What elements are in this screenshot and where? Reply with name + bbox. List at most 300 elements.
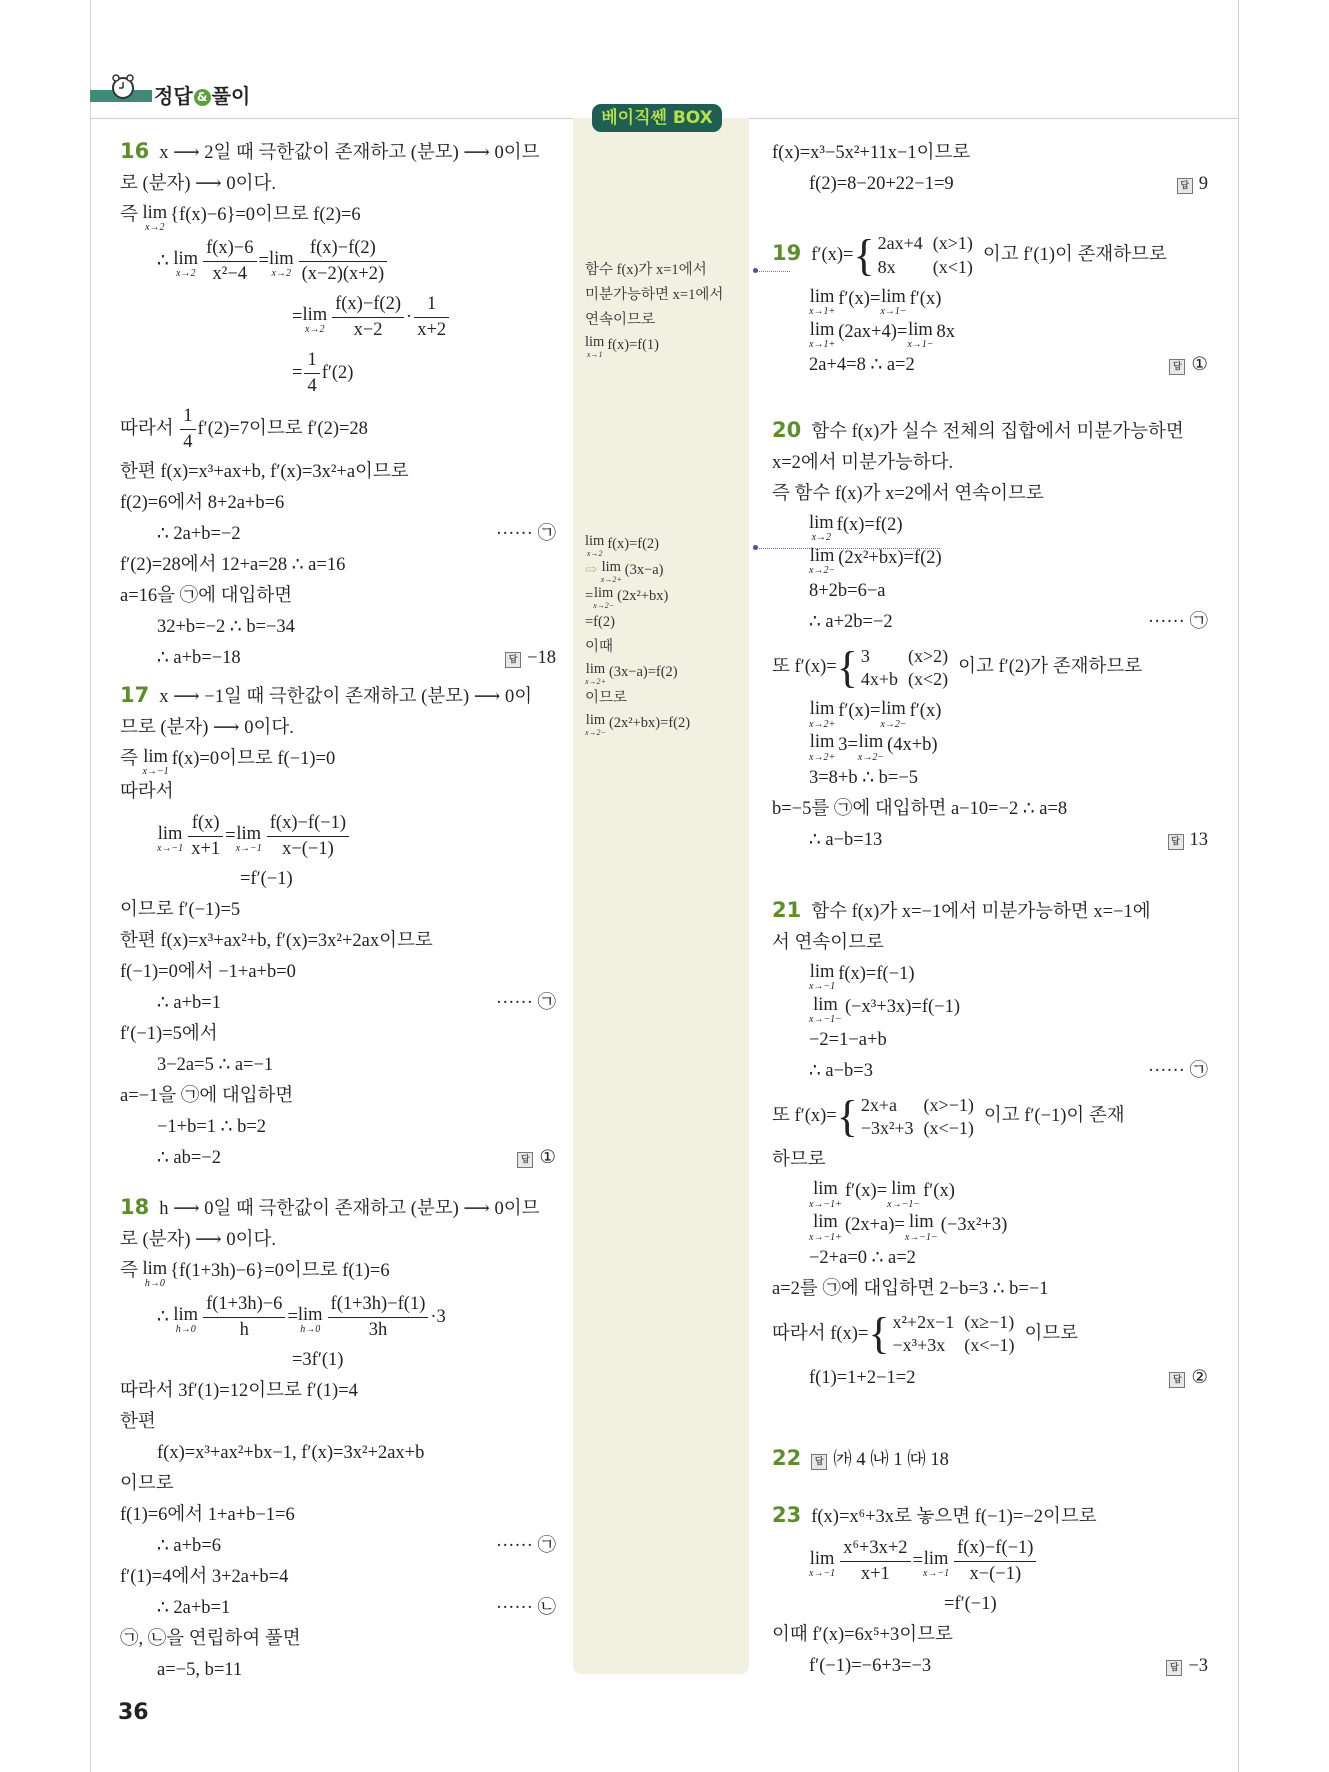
lim-operator: lim xyxy=(908,319,933,340)
math-text: f′(x)= xyxy=(811,245,854,265)
problem-17 xyxy=(120,682,556,1174)
piecewise-function xyxy=(868,1311,1024,1358)
lim-operator: lim xyxy=(142,202,168,223)
problem-20 xyxy=(772,417,1208,856)
solution-line xyxy=(120,519,556,550)
solution-line xyxy=(772,350,1208,381)
solution-line xyxy=(585,660,690,686)
math-text: 한편 xyxy=(120,1412,156,1433)
page-left-border xyxy=(90,0,91,1772)
equation-reference: ······ ㉠ xyxy=(495,524,556,545)
denominator: x−2 xyxy=(353,320,383,341)
math-text: =f′(−1) xyxy=(240,869,293,890)
numerator: f(x)−f(2) xyxy=(332,292,404,318)
math-text: 따라서 3f′(1)=12이므로 f′(1)=4 xyxy=(120,1381,358,1402)
case-cell: 4x+b xyxy=(860,669,898,690)
limit-subscript: x→1+ xyxy=(809,339,836,351)
limit-subscript: x→2+ xyxy=(809,751,836,763)
limit-expression xyxy=(585,662,606,686)
fraction xyxy=(414,292,449,343)
math-text: f′(x)= xyxy=(838,289,881,309)
limit-expression xyxy=(269,250,294,280)
case-row xyxy=(893,1334,1025,1357)
solution-line xyxy=(772,510,1208,543)
math-text: 므로 (분자) ⟶ 0이다. xyxy=(120,718,294,738)
case-cell: 8x xyxy=(877,256,896,277)
limit-subscript: x→−1+ xyxy=(809,1198,842,1210)
alarm-clock-icon xyxy=(110,74,136,100)
limit-expression xyxy=(809,1550,835,1580)
math-text: 또 f′(x)= xyxy=(772,657,837,678)
fraction xyxy=(954,1536,1036,1587)
numerator: x⁶+3x+2 xyxy=(840,1536,910,1562)
case-cell: (x<−1) xyxy=(923,1118,974,1139)
math-text: 하므로 xyxy=(772,1150,826,1171)
lim-operator: lim xyxy=(268,248,294,269)
limit-expression xyxy=(236,825,262,855)
case-cell: (x>2) xyxy=(908,645,949,666)
limit-subscript: x→−1− xyxy=(809,1014,842,1026)
solution-line xyxy=(772,1145,1208,1176)
lim-operator: lim xyxy=(143,746,168,767)
lim-operator: lim xyxy=(858,732,884,753)
math-text: ∴ xyxy=(157,1307,174,1328)
limit-expression xyxy=(593,586,614,610)
math-text: 이고 f′(2)가 존재하므로 xyxy=(958,657,1143,678)
answer-value: −3 xyxy=(1188,1656,1208,1676)
limit-subscript: x→1− xyxy=(880,306,907,318)
equation-reference: ······ ㉠ xyxy=(495,993,556,1014)
limit-subscript: x→−1 xyxy=(809,1568,836,1580)
case-cell: 2x+a xyxy=(860,1094,897,1115)
answer xyxy=(1169,350,1208,381)
equation-reference: ······ ㉠ xyxy=(495,1536,556,1557)
math-text: f(x)=x³+ax²+bx−1, f′(x)=3x²+2ax+b xyxy=(157,1443,425,1464)
page-right-border xyxy=(1238,0,1239,1772)
math-text: 8+2b=6−a xyxy=(809,581,886,602)
math-text: (2ax+4)= xyxy=(838,322,908,343)
limit-subscript: x→2 xyxy=(811,532,832,544)
math-text: ∴ a+b=−18 xyxy=(157,648,241,669)
lim-operator: lim xyxy=(891,1179,916,1200)
math-text: x=2에서 미분가능하다. xyxy=(772,453,954,473)
case-row xyxy=(861,1094,984,1117)
fraction xyxy=(304,348,319,399)
problem-21 xyxy=(772,897,1208,1394)
math-text: (2x²+bx) xyxy=(617,587,669,604)
solution-line xyxy=(585,258,723,283)
solution-line xyxy=(120,289,556,345)
answer-icon: 답 xyxy=(505,652,521,668)
case-row xyxy=(893,1311,1025,1334)
math-text: 미분가능하면 x=1에서 xyxy=(585,287,724,303)
lim-operator: lim xyxy=(813,1179,838,1200)
solution-line xyxy=(772,1274,1208,1305)
limit-expression xyxy=(809,996,842,1026)
math-text: f′(2)=28에서 12+a=28 ∴ a=16 xyxy=(120,555,346,576)
fraction xyxy=(267,811,349,862)
answer xyxy=(1166,1651,1208,1682)
solution-line xyxy=(120,926,556,957)
case-row xyxy=(861,645,958,668)
numerator: f(x)−f(−1) xyxy=(954,1536,1036,1562)
solution-line xyxy=(772,696,1208,729)
solution-line xyxy=(585,610,690,635)
solution-line xyxy=(120,1225,556,1256)
math-text: ∴ 2a+b=1 xyxy=(157,1598,231,1619)
solution-line xyxy=(120,1593,556,1624)
math-text: 함수 f(x)가 x=1에서 xyxy=(585,262,707,278)
solution-line xyxy=(120,895,556,926)
case-row xyxy=(878,232,983,255)
math-text: 이므로 f′(−1)=5 xyxy=(120,900,241,921)
lim-operator: lim xyxy=(809,699,835,720)
denominator: 4 xyxy=(307,376,317,397)
math-text: = xyxy=(912,1551,923,1571)
limit-subscript: h→0 xyxy=(175,1324,196,1336)
math-text: 한편 f(x)=x³+ax²+b, f′(x)=3x²+2ax이므로 xyxy=(120,931,433,952)
math-text: 또 f′(x)= xyxy=(772,1106,837,1127)
math-text: =f(2) xyxy=(585,613,615,630)
limit-expression xyxy=(809,1180,842,1210)
lim-operator: lim xyxy=(585,334,605,351)
numerator: f(x) xyxy=(188,811,223,837)
limit-subscript: x→2 xyxy=(586,548,603,558)
problem-number: 20 xyxy=(772,418,802,442)
math-text: = xyxy=(292,307,303,328)
solution-line xyxy=(120,713,556,744)
limit-subscript: x→2+ xyxy=(809,718,836,730)
math-text: b=−5를 ㉠에 대입하면 a−10=−2 ∴ a=8 xyxy=(772,798,1068,819)
math-text: = xyxy=(287,1307,298,1328)
lim-operator: lim xyxy=(173,248,199,269)
math-text: ∴ a+b=1 xyxy=(157,993,221,1014)
fraction xyxy=(332,292,404,343)
math-text: · xyxy=(406,307,413,328)
lim-operator: lim xyxy=(813,994,838,1015)
math-text: (3x−a) xyxy=(624,561,664,578)
math-text: ∴ ab=−2 xyxy=(157,1148,221,1169)
case-cell: (x>−1) xyxy=(923,1094,974,1115)
math-text: 이므로 xyxy=(585,689,628,706)
brace-icon: { xyxy=(868,1309,890,1359)
title-part: 정답 xyxy=(154,84,193,108)
problem-number: 16 xyxy=(120,139,150,163)
fraction xyxy=(299,236,388,287)
math-text: ∴ a−b=3 xyxy=(809,1061,873,1082)
solution-line xyxy=(120,1289,556,1345)
math-text: f′(−1)=−6+3=−3 xyxy=(809,1656,932,1676)
math-text: 이때 f′(x)=6x⁵+3이므로 xyxy=(772,1625,953,1645)
solution-line xyxy=(120,169,556,200)
case-cell: 2ax+4 xyxy=(877,233,923,254)
limit-expression xyxy=(143,748,169,778)
solution-line xyxy=(772,1056,1208,1087)
case-table xyxy=(861,1094,984,1141)
math-text: 함수 f(x)가 x=−1에서 미분가능하면 x=−1에 xyxy=(811,902,1151,922)
solution-line xyxy=(120,345,556,401)
solution-line xyxy=(772,1363,1208,1394)
solution-line xyxy=(772,1651,1208,1682)
math-text: f(2)=6에서 8+2a+b=6 xyxy=(120,493,285,514)
solution-line xyxy=(120,138,556,169)
case-cell: (x≥−1) xyxy=(964,1312,1015,1333)
math-text: ㉠, ㉡을 연립하여 풀면 xyxy=(120,1629,301,1650)
limit-expression xyxy=(880,700,906,730)
solution-line xyxy=(120,233,556,289)
brace-icon: { xyxy=(836,1092,858,1142)
math-text: f′(x)= xyxy=(838,701,881,722)
ampersand-badge: & xyxy=(194,89,211,106)
math-text: f(x)=x⁶+3x로 놓으면 f(−1)=−2이므로 xyxy=(811,1507,1097,1527)
solution-line xyxy=(772,576,1208,607)
limit-subscript: x→2+ xyxy=(585,676,606,686)
solution-line xyxy=(120,643,556,674)
lim-operator: lim xyxy=(881,699,906,720)
math-text: 이때 xyxy=(585,638,614,655)
solution-line xyxy=(120,1050,556,1081)
box-label: 베이직쎈 BOX xyxy=(592,104,722,132)
solution-line xyxy=(120,1531,556,1562)
case-row xyxy=(861,668,958,691)
limit-subscript: x→−1− xyxy=(904,1231,938,1243)
solution-line xyxy=(120,1345,556,1376)
math-text: ∴ a+2b=−2 xyxy=(809,612,893,633)
lim-operator: lim xyxy=(809,732,835,753)
solution-line xyxy=(772,897,1208,928)
limit-expression xyxy=(887,1180,920,1210)
lim-operator: lim xyxy=(923,1548,949,1569)
math-text: −2+a=0 ∴ a=2 xyxy=(809,1247,916,1268)
math-text: ·3 xyxy=(430,1307,446,1328)
limit-subscript: x→2− xyxy=(809,565,836,577)
limit-expression xyxy=(143,204,168,234)
solution-line xyxy=(772,607,1208,638)
case-cell: (x<1) xyxy=(932,256,973,277)
solution-line xyxy=(772,417,1208,448)
solution-line xyxy=(120,988,556,1019)
math-text: f′(−1)=5에서 xyxy=(120,1024,218,1045)
limit-subscript: x→2 xyxy=(176,268,196,280)
denominator: x−(−1) xyxy=(282,839,334,860)
math-text: 이고 f′(−1)이 존재 xyxy=(983,1106,1125,1127)
piecewise-function xyxy=(853,232,982,279)
fraction xyxy=(328,1292,429,1343)
limit-expression xyxy=(858,733,884,763)
case-cell: −3x²+3 xyxy=(860,1118,914,1139)
limit-subscript: x→2− xyxy=(880,718,907,730)
math-text: {f(1+3h)−6}=0이므로 f(1)=6 xyxy=(170,1261,390,1281)
limit-expression xyxy=(809,700,835,730)
lim-operator: lim xyxy=(297,1304,323,1325)
limit-expression xyxy=(809,547,835,577)
math-text: f(x)=f(2) xyxy=(607,536,659,552)
solution-line xyxy=(772,794,1208,825)
math-text: ∴ a+b=6 xyxy=(157,1536,221,1557)
limit-expression xyxy=(302,306,327,336)
solution-line xyxy=(585,558,690,584)
limit-expression xyxy=(880,288,906,318)
answer-value: −18 xyxy=(527,648,556,669)
math-text: 3−2a=5 ∴ a=−1 xyxy=(157,1055,274,1076)
problem-number: 21 xyxy=(772,898,802,922)
limit-expression xyxy=(907,321,933,351)
math-text: = xyxy=(292,363,303,384)
solution-line xyxy=(772,448,1208,479)
answer-icon: 답 xyxy=(1166,1660,1182,1676)
answer xyxy=(505,643,556,674)
limit-expression xyxy=(585,335,604,359)
solution-line xyxy=(120,1624,556,1655)
numerator: f(x)−f(2) xyxy=(299,236,388,262)
math-text: =f′(−1) xyxy=(944,1594,997,1614)
math-text: 2a+4=8 ∴ a=2 xyxy=(809,355,915,376)
limit-subscript: x→−1+ xyxy=(809,1231,842,1243)
problem-number: 23 xyxy=(772,1503,802,1527)
solution-line xyxy=(120,682,556,713)
limit-subscript: x→2 xyxy=(271,268,291,280)
lim-operator: lim xyxy=(593,585,614,602)
answer-value: ① xyxy=(539,1148,556,1169)
limit-subscript: x→1+ xyxy=(809,306,836,318)
math-text: 연속이므로 xyxy=(585,312,656,328)
math-text: 즉 xyxy=(120,749,143,769)
answer-icon: 답 xyxy=(517,1152,533,1168)
lim-operator: lim xyxy=(236,823,261,844)
math-text: 따라서 f(x)= xyxy=(772,1323,869,1344)
solution-line xyxy=(120,1256,556,1289)
denominator: x²−4 xyxy=(212,264,248,285)
math-text: 3= xyxy=(838,734,858,755)
math-text: = xyxy=(225,826,236,847)
math-text: ∴ xyxy=(157,251,174,272)
lim-operator: lim xyxy=(809,545,835,566)
answer-value: 13 xyxy=(1189,829,1208,850)
limit-expression xyxy=(143,1260,168,1290)
answer xyxy=(1169,1363,1208,1394)
math-text: (−3x²+3) xyxy=(940,1214,1008,1235)
math-text: 즉 함수 f(x)가 x=2에서 연속이므로 xyxy=(772,484,1044,504)
math-text: f(1)=6에서 1+a+b−1=6 xyxy=(120,1505,295,1526)
math-text: 이므로 xyxy=(120,1474,174,1495)
solution-line xyxy=(772,992,1208,1025)
math-text: x ⟶ −1일 때 극한값이 존재하고 (분모) ⟶ 0이 xyxy=(159,687,533,707)
limit-expression xyxy=(809,733,835,763)
case-row xyxy=(861,1117,984,1140)
case-table xyxy=(893,1311,1025,1358)
limit-expression xyxy=(809,288,835,318)
limit-subscript: x→2− xyxy=(593,600,615,610)
solution-line xyxy=(772,1305,1208,1363)
limit-expression xyxy=(809,963,835,993)
lim-operator: lim xyxy=(809,512,834,533)
solution-line xyxy=(120,1019,556,1050)
math-text: f′(1)=4에서 3+2a+b=4 xyxy=(120,1567,289,1588)
math-text: a=−1을 ㉠에 대입하면 xyxy=(120,1086,294,1107)
math-text: f′(x) xyxy=(909,701,942,722)
solution-line xyxy=(772,1445,1208,1476)
numerator: 1 xyxy=(180,404,195,430)
answer-icon: 답 xyxy=(1169,359,1185,375)
problem-23 xyxy=(772,1502,1208,1682)
solution-line xyxy=(120,1655,556,1686)
solution-line xyxy=(772,1502,1208,1533)
numerator: 1 xyxy=(414,292,449,318)
solution-line xyxy=(772,1087,1208,1145)
answer xyxy=(1168,825,1209,856)
solution-line xyxy=(772,169,1208,200)
math-text: f′(x) xyxy=(923,1181,955,1202)
math-text: =3f′(1) xyxy=(292,1350,344,1371)
answer-value: ② xyxy=(1191,1367,1208,1388)
numerator: f(x)−f(−1) xyxy=(267,811,349,837)
solution-line xyxy=(772,1533,1208,1589)
lim-operator: lim xyxy=(601,559,621,576)
limit-expression xyxy=(809,514,834,544)
limit-expression xyxy=(601,560,622,584)
solution-line xyxy=(120,1194,556,1225)
solution-line xyxy=(585,584,690,610)
math-text: 이고 f′(1)이 존재하므로 xyxy=(982,245,1167,265)
math-text: ∴ a−b=13 xyxy=(809,829,883,850)
solution-line xyxy=(120,1562,556,1593)
problem-18 xyxy=(120,1194,556,1686)
math-text: (3x−a)=f(2) xyxy=(608,663,678,680)
answer xyxy=(517,1143,556,1174)
limit-subscript: x→2 xyxy=(305,324,325,336)
math-text: x ⟶ 2일 때 극한값이 존재하고 (분모) ⟶ 0이므 xyxy=(159,143,540,163)
math-text: 함수 f(x)가 실수 전체의 집합에서 미분가능하면 xyxy=(811,422,1184,442)
math-text: (4x+b) xyxy=(887,734,938,755)
math-text: f(x)=0이므로 f(−1)=0 xyxy=(171,749,336,769)
case-cell: −x³+3x xyxy=(892,1335,946,1356)
denominator: x+1 xyxy=(191,839,221,860)
lim-operator: lim xyxy=(585,661,606,678)
case-table xyxy=(861,645,958,692)
limit-subscript: x→−1 xyxy=(157,843,184,855)
solution-line xyxy=(120,550,556,581)
numerator: 1 xyxy=(304,348,319,374)
denominator: x+1 xyxy=(860,1564,890,1585)
math-text: 로 (분자) ⟶ 0이다. xyxy=(120,174,276,194)
title-part: 풀이 xyxy=(211,84,251,108)
math-text: 3=8+b ∴ b=−5 xyxy=(809,767,919,788)
case-row xyxy=(878,256,983,279)
section-title xyxy=(154,80,250,109)
lim-operator: lim xyxy=(585,533,605,550)
math-text: f(x)=f(−1) xyxy=(838,964,915,984)
answer-icon: 답 xyxy=(811,1454,827,1470)
solution-line xyxy=(120,808,556,864)
math-text: f(x)=x³−5x²+11x−1이므로 xyxy=(772,143,971,163)
limit-subscript: h→0 xyxy=(300,1324,321,1336)
denominator: x−(−1) xyxy=(969,1564,1022,1585)
solution-line xyxy=(585,308,723,333)
equation-reference: ······ ㉡ xyxy=(495,1598,556,1619)
limit-expression xyxy=(585,713,606,737)
equation-reference: ······ ㉠ xyxy=(1147,1061,1208,1082)
piecewise-function xyxy=(837,1094,984,1141)
denominator: (x−2)(x+2) xyxy=(301,264,385,285)
limit-expression xyxy=(923,1550,949,1580)
lim-operator: lim xyxy=(813,1212,838,1233)
lim-operator: lim xyxy=(809,319,835,340)
case-cell: x²+2x−1 xyxy=(892,1312,955,1333)
answer xyxy=(1177,169,1208,200)
case-cell: (x>1) xyxy=(932,233,973,254)
math-text: (2x²+bx)=f(2) xyxy=(838,548,942,569)
case-table xyxy=(878,232,983,279)
